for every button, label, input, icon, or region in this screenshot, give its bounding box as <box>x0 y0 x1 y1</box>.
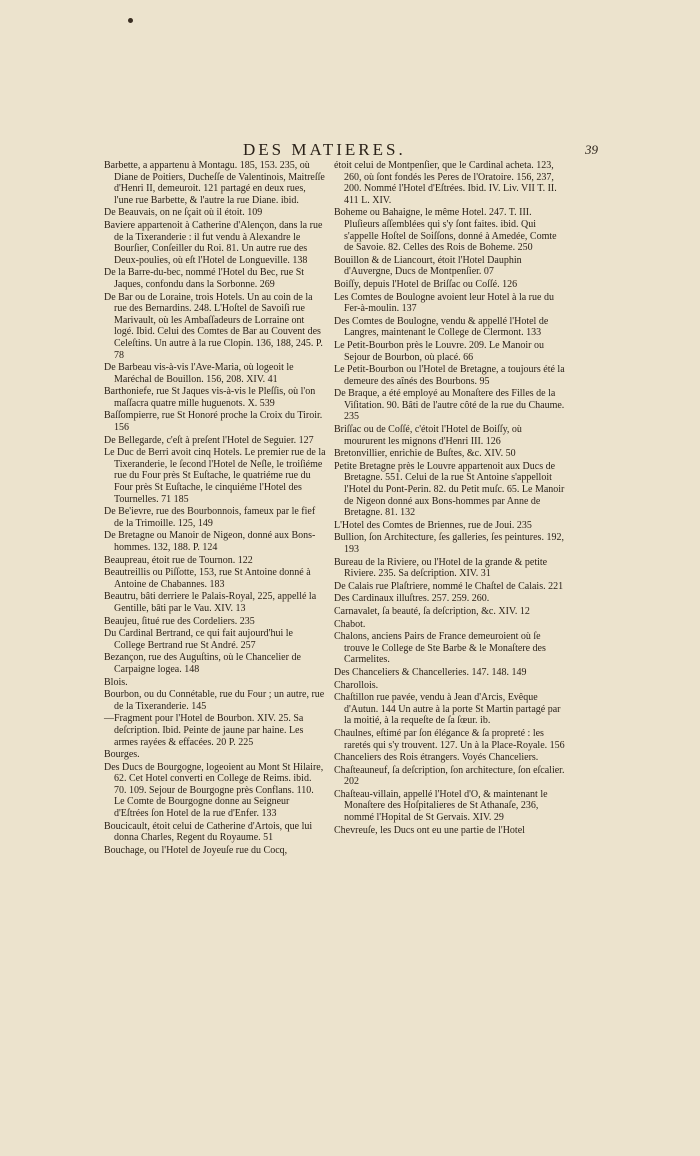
index-entry: —Fragment pour l'Hotel de Bourbon. XIV. 25. Sa deſcription. Ibid. Peinte de jaune par haine. Les armes rayées & effacées. 20 P. 225 <box>104 713 304 748</box>
index-entry: De Braque, a été employé au Monaſtere des Filles de la Viſitation. 90. Bâti de l'autre côté de la rue du Chaume. 235 <box>334 388 565 423</box>
index-entry: Barbette, a appartenu à Montagu. 185, 153. 235, où Diane de Poitiers, Ducheſſe de Valentinois, Maitreſſe d'Henri II, demeuroit. 121 partagé en deux rues, l'une rue Barbette, & l'autre la rue Diane. ibid. <box>104 160 325 206</box>
index-entry: Bourges. <box>104 749 140 761</box>
index-entry: Charollois. <box>334 679 379 691</box>
index-entry: Bouillon & de Liancourt, étoit l'Hotel Dauphin d'Auvergne, Ducs de Montpenſier. 07 <box>334 254 522 278</box>
index-entry: Chabot. <box>334 618 366 630</box>
index-entry: Chaulnes, eſtimé par ſon élégance & ſa propreté : les raretés qui s'y trouvent. 127. Un à la Place-Royale. 156 <box>334 727 565 751</box>
index-entry: Bezançon, rue des Auguſtins, où le Chancelier de Carpaigne logea. 148 <box>104 652 301 675</box>
index-entry: De Calais rue Plaſtriere, nommé le Chaſtel de Calais. 221 <box>334 580 564 592</box>
index-entry: Des Comtes de Boulogne, vendu & appellé l'Hotel de Langres, maintenant le College de Clermont. 133 <box>334 315 549 339</box>
index-entry: Beaupreau, étoit rue de Tournon. 122 <box>104 554 253 566</box>
running-header <box>100 140 600 160</box>
index-entry: De la Barre-du-bec, nommé l'Hotel du Bec, rue St Jaques, confondu dans la Sorbonne. 269 <box>104 267 305 290</box>
index-entry: Bretonvillier, enrichie de Buſtes, &c. XIV. 50 <box>334 448 516 460</box>
index-entry: Bureau de la Riviere, ou l'Hotel de la grande & petite Riviere. 235. Sa deſcription. XIV. 31 <box>334 556 548 580</box>
index-entry: Des Ducs de Bourgogne, logeoient au Mont St Hilaire, 62. Cet Hotel converti en College de Reims. ibid. 70. 109. Sejour de Bourgogne près Conflans. 110. Le Comte de Bourgogne donne au Seigneur d'Eſtrées ſon Hotel de la rue d'Enfer. 133 <box>104 761 324 820</box>
ink-dot <box>128 18 133 23</box>
index-entry: Briſſac ou de Coſſé, c'étoit l'Hotel de Boiſſy, où moururent les mignons d'Henri III. 126 <box>334 424 522 447</box>
index-entry: L'Hotel des Comtes de Briennes, rue de Joui. 235 <box>334 519 532 531</box>
header-title: DES MATIERES. <box>243 140 406 159</box>
index-entry: De Beauvais, on ne ſçait où il étoit. 109 <box>104 207 263 219</box>
index-entry: Boheme ou Bahaigne, le même Hotel. 247. T. III. Pluſieurs aſſemblées qui s'y ſont faites. ibid. Qui s'appelle Hoſtel de Soiſſons, donné à Amedée, Comte de Savoie. 82. Celles des Rois de Boheme. 250 <box>334 207 557 254</box>
index-entry: De Bellegarde, c'eſt à preſent l'Hotel de Seguier. 127 <box>104 434 314 446</box>
index-entry: Chaſteauneuf, ſa deſcription, ſon architecture, ſon eſcalier. 202 <box>334 764 565 788</box>
index-entry: De Be'ievre, rue des Bourbonnois, fameux par le fief de la Trimoille. 125, 149 <box>104 506 316 529</box>
index-entry: Petite Bretagne près le Louvre appartenoit aux Ducs de Bretagne. 551. Celui de la rue St Antoine s'appelloit l'Hotel du Pont-Perin. 82. du Petit muſc. 65. Le Manoir de Nigeon donné aux Bons-hommes par Anne de Bretagne. 81. 132 <box>334 460 565 519</box>
index-entry: Barthoniefe, rue St Jaques vis-à-vis le Pleſſis, où l'on maſſacra quatre mille huguenots. X. 539 <box>104 386 316 409</box>
index-entry: Beautreillis ou Piſſotte, 153, rue St Antoine donné à Antoine de Chabannes. 183 <box>104 567 311 590</box>
index-entry: Du Cardinal Bertrand, ce qui fait aujourd'hui le College Bertrand rue St André. 257 <box>104 628 293 651</box>
index-column-right <box>334 160 566 837</box>
index-entry: Le Duc de Berri avoit cinq Hotels. Le premier rue de la Tixeranderie, le ſecond l'Hotel de Neſle, le troiſiéme rue du Four près St Euſtache, le quatriéme rue du Four près St Euſtache, le cinquiéme l'Hotel des Tournelles. 71 185 <box>104 447 326 505</box>
index-entry: De Barbeau vis-à-vis l'Ave-Maria, où logeoit le Maréchal de Bouillon. 156, 208. XIV. 41 <box>104 362 294 385</box>
index-entry: Les Comtes de Boulogne avoient leur Hotel à la rue du Fer-à-moulin. 137 <box>334 291 554 315</box>
index-entry: Carnavalet, ſa beauté, ſa deſcription, &c. XIV. 12 <box>334 605 530 617</box>
index-entry: Des Chanceliers & Chancelleries. 147. 148. 149 <box>334 666 527 678</box>
index-entry: Bourbon, ou du Connétable, rue du Four ; un autre, rue de la Tixeranderie. 145 <box>104 689 325 712</box>
index-entry: De Bar ou de Loraine, trois Hotels. Un au coin de la rue des Bernardins. 248. L'Hoſtel de Savoiſi rue Marivault, où les Ambaſſadeurs de Lorraine ont logé. Ibid. Celui des Comtes de Bar au Couvent des Celeſtins. Un autre à la rue Clopin. 136, 188, 245. P. 78 <box>104 291 323 361</box>
index-entry: étoit celui de Montpenſier, que le Cardinal acheta. 123, 260, où ſont fondés les Peres de l'Oratoire. 156, 237, 200. Nommé l'Hotel d'Eſtrées. Ibid. IV. Liv. VII T. II. 411 L. XIV. <box>334 160 557 206</box>
index-entry: Des Cardinaux illuſtres. 257. 259. 260. <box>334 593 490 605</box>
index-entry: Beaujeu, ſitué rue des Cordeliers. 235 <box>104 615 255 627</box>
page-number: 39 <box>585 142 598 157</box>
index-entry: Chevreuſe, les Ducs ont eu une partie de l'Hotel <box>334 824 525 836</box>
index-entry: Baſſompierre, rue St Honoré proche la Croix du Tiroir. 156 <box>104 410 323 434</box>
index-entry: Boiſſy, depuis l'Hotel de Briſſac ou Coſſé. 126 <box>334 278 518 290</box>
index-entry: Blois. <box>104 676 128 688</box>
index-entry: Le Petit-Bourbon près le Louvre. 209. Le Manoir ou Sejour de Bourbon, où placé. 66 <box>334 339 544 363</box>
index-entry: Chalons, anciens Pairs de France demeuroient où ſe trouve le College de Ste Barbe & le Monaſtere des Carmelites. <box>334 631 546 666</box>
index-entry: Bouchage, ou l'Hotel de Joyeuſe rue du Cocq, <box>104 844 288 856</box>
index-entry: Le Petit-Bourbon ou l'Hotel de Bretagne, a toujours été la demeure des aînés des Bourbons. 95 <box>334 364 565 387</box>
index-entry: Chaſteau-villain, appellé l'Hotel d'O, & maintenant le Monaſtere des Hoſpitalieres de St Athanaſe, 236, nommé l'Hopital de St Gervais. XIV. 29 <box>334 788 548 824</box>
index-entry: Baviere appartenoit à Catherine d'Alençon, dans la rue de la Tixeranderie : il fut vendu à Alexandre le Bourſier, Conſeiller du Roi. 81. Un autre rue des Deux-poulies, où eſt l'Hotel de Longueville. 138 <box>104 219 323 266</box>
index-entry: Beautru, bâti derriere le Palais-Royal, 225, appellé la Gentille, bâti par le Vau. XIV. 13 <box>104 591 317 614</box>
index-column-left <box>104 160 326 857</box>
index-entry: Bullion, ſon Architecture, ſes galleries, ſes peintures. 192, 193 <box>334 532 564 555</box>
index-entry: Chaſtillon rue pavée, vendu à Jean d'Arcis, Evêque d'Autun. 144 Un autre à la porte St Martin partagé par la moitié, à la requeſte de ſa ſœur. ib. <box>334 692 561 727</box>
index-entry: Chanceliers des Rois étrangers. Voyés Chanceliers. <box>334 752 539 764</box>
index-entry: De Bretagne ou Manoir de Nigeon, donné aux Bons-hommes. 132, 188. P. 124 <box>104 530 316 553</box>
index-entry: Boucicault, étoit celui de Catherine d'Artois, que lui donna Charles, Regent du Royaume. 51 <box>104 820 313 844</box>
